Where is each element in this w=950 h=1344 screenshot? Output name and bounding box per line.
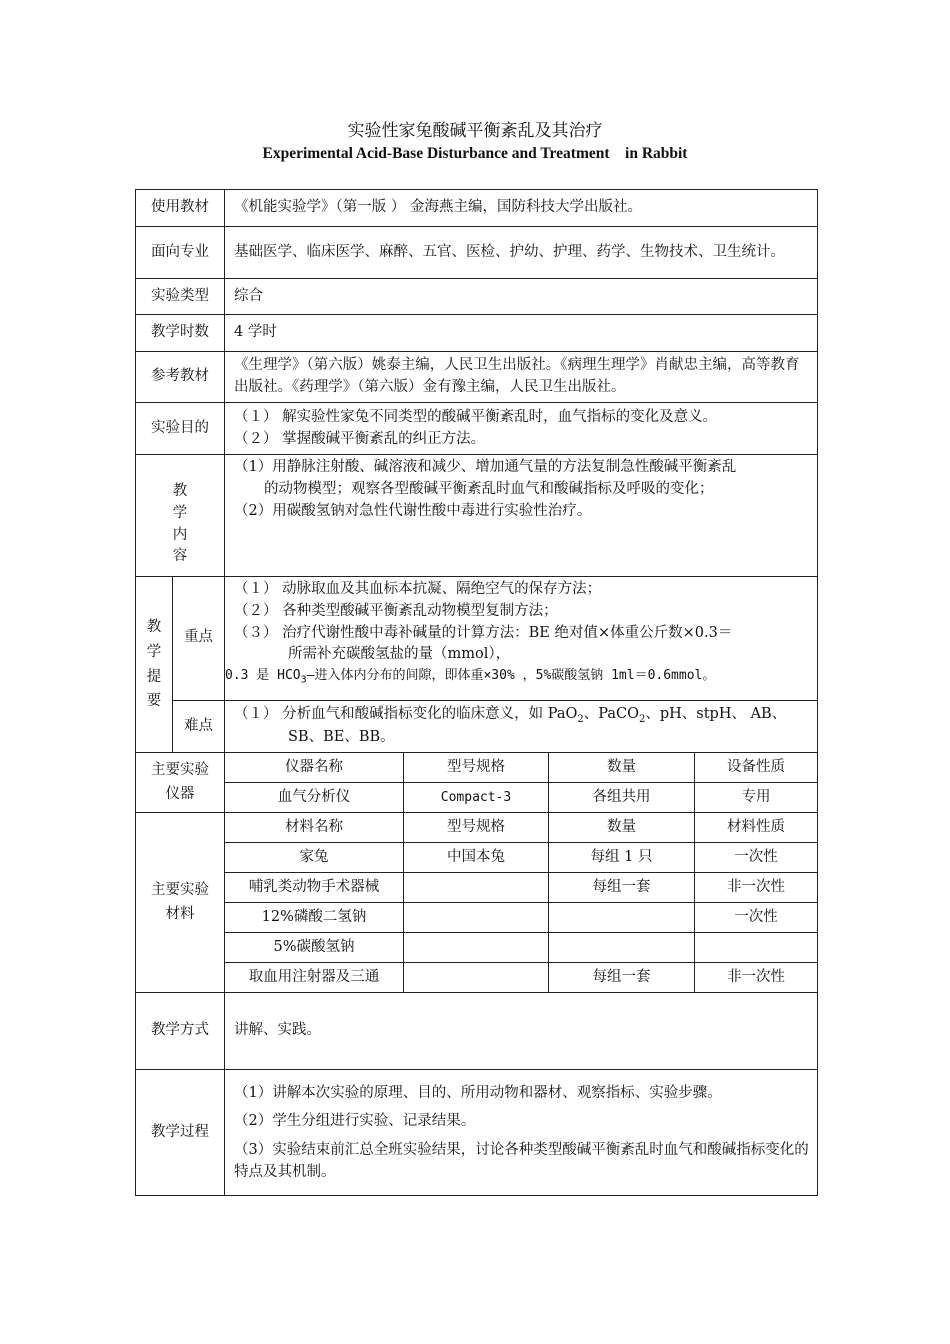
label-hours: 教学时数 <box>136 315 225 352</box>
difficulty-text: （１） 分析血气和酸碱指标变化的临床意义，如 PaO <box>234 706 578 723</box>
value-key-points <box>225 577 818 701</box>
row-content <box>136 455 818 577</box>
materials-header: 数量 <box>549 813 695 843</box>
row-references <box>136 352 818 403</box>
material-cell: 每组一套 <box>549 873 695 903</box>
label-type: 实验类型 <box>136 279 225 315</box>
key-point: （３） 治疗代谢性酸中毒补碱量的计算方法：BE 绝对值×体重公斤数×0.3＝ <box>234 624 733 641</box>
material-cell <box>404 903 549 933</box>
purpose-item: （２） 掌握酸碱平衡紊乱的纠正方法。 <box>234 430 486 447</box>
value-majors: 基础医学、临床医学、麻醉、五官、医检、护幼、护理、药学、生物技术、卫生统计。 <box>225 227 818 279</box>
value-type: 综合 <box>225 279 818 315</box>
row-majors <box>136 227 818 279</box>
document-title: 实验性家兔酸碱平衡紊乱及其治疗 <box>347 121 603 141</box>
materials-header: 型号规格 <box>404 813 549 843</box>
process-item: （2）学生分组进行实验、记录结果。 <box>234 1113 476 1130</box>
label-char: 教 <box>146 619 162 636</box>
process-item: （3）实验结束前汇总全班实验结果，讨论各种类型酸碱平衡紊乱时血气和酸碱指标变化的特点及其机制。 <box>234 1141 809 1180</box>
label-materials: 主要实验材料 <box>136 813 225 993</box>
material-cell <box>549 933 695 963</box>
label-key-points: 重点 <box>173 577 225 701</box>
instruments-header: 型号规格 <box>404 753 549 783</box>
subscript: 3 <box>300 674 307 686</box>
key-point: （１） 动脉取血及其血标本抗凝、隔绝空气的保存方法； <box>234 581 602 597</box>
value-hours: 4 学时 <box>225 315 818 352</box>
process-item: （1）讲解本次实验的原理、目的、所用动物和器材、观察指标、实验步骤。 <box>234 1084 722 1101</box>
label-process: 教学过程 <box>136 1070 225 1196</box>
value-difficulties <box>225 701 818 753</box>
value-purpose <box>225 403 818 455</box>
material-cell: 非一次性 <box>695 963 818 993</box>
row-purpose <box>136 403 818 455</box>
label-method: 教学方式 <box>136 993 225 1070</box>
purpose-item: （１） 解实验性家兔不同类型的酸碱平衡紊乱时，血气指标的变化及意义。 <box>234 408 718 425</box>
material-cell: 每组 1 只 <box>549 843 695 873</box>
label-char: 学 <box>146 643 162 660</box>
row-material <box>136 963 818 993</box>
value-content <box>225 455 818 577</box>
label-outline <box>136 577 173 753</box>
row-textbook <box>136 190 818 227</box>
content-line: （1）用静脉注射酸、碱溶液和减少、增加通气量的方法复制急性酸碱平衡紊乱 <box>234 459 737 475</box>
instrument-cell: Compact-3 <box>404 783 549 813</box>
material-cell <box>404 963 549 993</box>
material-cell: 中国本兔 <box>404 843 549 873</box>
material-cell: 每组一套 <box>549 963 695 993</box>
label-difficulties: 难点 <box>173 701 225 753</box>
difficulty-text: 、PaCO <box>583 706 639 723</box>
material-cell: 取血用注射器及三通 <box>225 963 404 993</box>
content-line: 的动物模型；观察各型酸碱平衡紊乱时血气和酸碱指标及呼吸的变化； <box>264 480 714 497</box>
material-cell: 哺乳类动物手术器械 <box>225 873 404 903</box>
row-materials-header <box>136 813 818 843</box>
label-char: 教 <box>172 483 188 499</box>
row-instrument <box>136 783 818 813</box>
key-point-text: –进入体内分布的间隙，即体重×30% ，5%碳酸氢钠 1ml＝0.6mmol。 <box>306 668 716 683</box>
row-difficulties <box>136 701 818 753</box>
key-point <box>225 666 809 688</box>
row-type <box>136 279 818 315</box>
label-instruments: 主要实验仪器 <box>136 753 225 813</box>
material-cell: 非一次性 <box>695 873 818 903</box>
material-cell <box>695 933 818 963</box>
value-references: 《生理学》（第六版）姚泰主编，人民卫生出版社。《病理生理学》肖献忠主编，高等教育出版社。《药理学》（第六版）金有豫主编，人民卫生出版社。 <box>225 352 818 403</box>
instrument-cell: 各组共用 <box>549 783 695 813</box>
label-char: 学 <box>172 504 188 521</box>
row-method <box>136 993 818 1070</box>
key-point: 所需补充碳酸氢盐的量（mmol）， <box>288 646 511 663</box>
document-subtitle: Experimental Acid-Base Disturbance and Treatment in Rabbit <box>262 145 688 162</box>
key-point-text: 0.3 是 HCO <box>225 668 301 683</box>
label-references: 参考教材 <box>136 352 225 403</box>
row-material <box>136 903 818 933</box>
instrument-cell: 血气分析仪 <box>225 783 404 813</box>
material-cell <box>404 933 549 963</box>
difficulty-line: SB、BE、BB。 <box>288 729 395 746</box>
row-hours <box>136 315 818 352</box>
course-table <box>135 189 818 1196</box>
instruments-header: 设备性质 <box>695 753 818 783</box>
row-process <box>136 1070 818 1196</box>
row-material <box>136 873 818 903</box>
value-method: 讲解、实践。 <box>225 993 818 1070</box>
value-process <box>225 1070 818 1196</box>
label-char: 要 <box>146 693 162 710</box>
label-textbook: 使用教材 <box>136 190 225 227</box>
key-point: （２） 各种类型酸碱平衡紊乱动物模型复制方法； <box>234 602 558 619</box>
material-cell <box>404 873 549 903</box>
materials-header: 材料性质 <box>695 813 818 843</box>
label-char: 内 <box>172 526 188 543</box>
label-purpose: 实验目的 <box>136 403 225 455</box>
material-cell <box>549 903 695 933</box>
row-material <box>136 933 818 963</box>
label-content <box>136 455 225 577</box>
subscript: 2 <box>638 714 646 726</box>
value-textbook: 《机能实验学》（第一版 ） 金海燕主编，国防科技大学出版社。 <box>225 190 818 227</box>
difficulty-text: 、pH、stpH、 AB、 <box>645 706 787 723</box>
materials-header: 材料名称 <box>225 813 404 843</box>
difficulty-line <box>234 704 809 727</box>
content-line: （2）用碳酸氢钠对急性代谢性酸中毒进行实验性治疗。 <box>234 502 592 519</box>
row-instruments-header <box>136 753 818 783</box>
label-char: 提 <box>146 668 162 685</box>
material-cell: 5%碳酸氢钠 <box>225 933 404 963</box>
material-cell: 一次性 <box>695 903 818 933</box>
row-material <box>136 843 818 873</box>
material-cell: 12%磷酸二氢钠 <box>225 903 404 933</box>
instruments-header: 仪器名称 <box>225 753 404 783</box>
instruments-header: 数量 <box>549 753 695 783</box>
label-majors: 面向专业 <box>136 227 225 279</box>
label-char: 容 <box>172 548 188 565</box>
material-cell: 一次性 <box>695 843 818 873</box>
row-key-points <box>136 577 818 701</box>
material-cell: 家兔 <box>225 843 404 873</box>
subscript: 2 <box>577 714 584 726</box>
instrument-cell: 专用 <box>695 783 818 813</box>
